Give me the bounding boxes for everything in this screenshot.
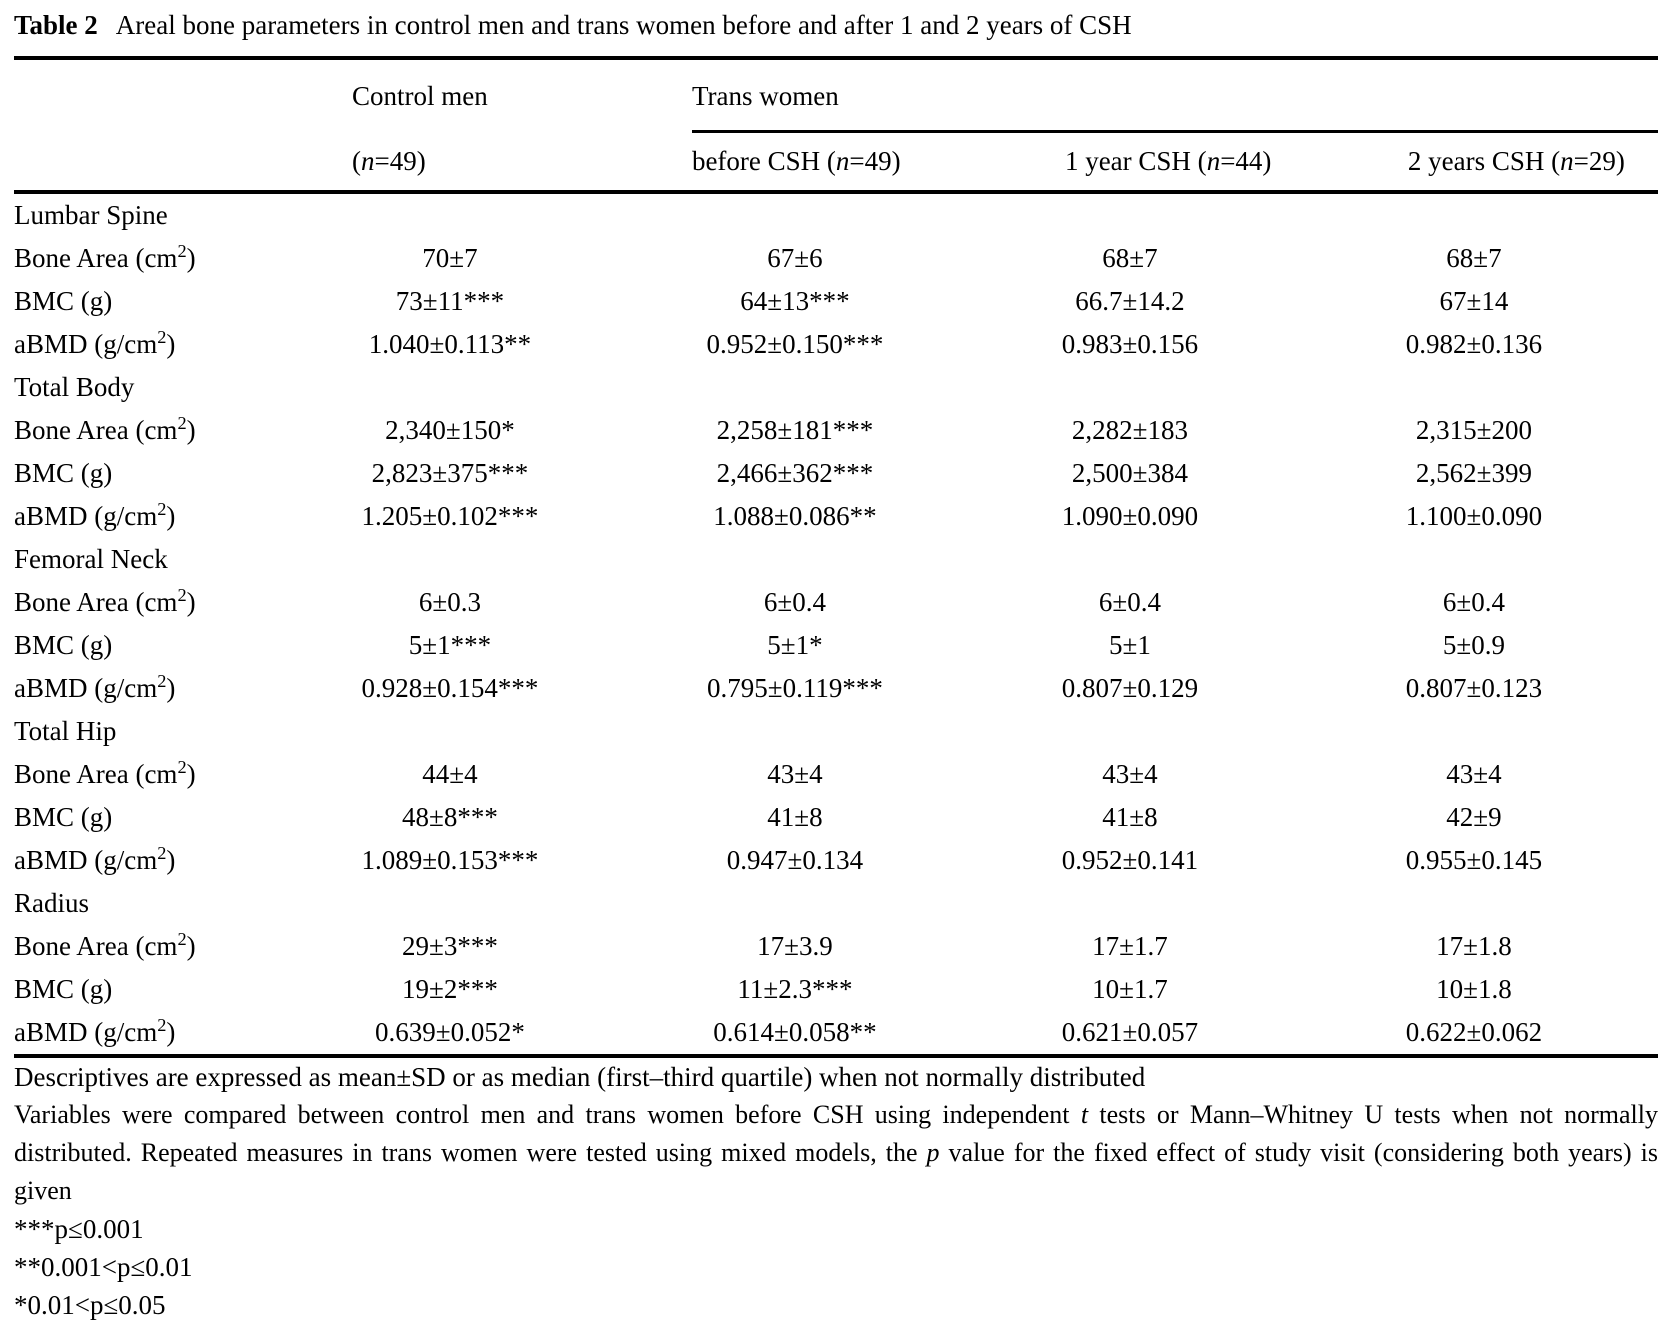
trans-women-label: Trans women <box>691 81 839 111</box>
footnote-methods: Variables were compared between control men and trans women before CSH using independent t tests or Mann–Whitney U tests when not normally distributed. Repeated measures in trans women were tested using mixed models, the p value for the fixed effect of study visit (considering both years) is given <box>14 1100 1659 1205</box>
cell-value: 41±8 <box>767 802 823 832</box>
cell-value: 43±4 <box>1446 759 1502 789</box>
section-label: Radius <box>14 888 90 918</box>
section-header-row <box>14 882 1658 925</box>
cell-value: 29±3*** <box>402 931 498 961</box>
cell-value: 6±0.4 <box>1442 587 1505 617</box>
row-label: aBMD $(g/cm^2)$ <box>14 671 176 703</box>
section-header-row <box>14 194 1658 237</box>
col-header-trans-women-group <box>620 60 1658 133</box>
col-header-2years-csh: 2 years CSH (n=29) <box>1407 146 1625 176</box>
cell-value: 68±7 <box>1446 243 1502 273</box>
table-row <box>14 323 1658 366</box>
table-row <box>14 968 1658 1011</box>
trans-women-underline <box>692 130 1658 133</box>
cell-value: 0.952±0.150*** <box>706 329 884 359</box>
cell-value: 10±1.8 <box>1436 974 1512 1004</box>
cell-value: 0.639±0.052* <box>375 1017 525 1047</box>
cell-value: 2,562±399 <box>1415 458 1532 488</box>
cell-value: 2,340±150* <box>385 415 515 445</box>
table-row <box>14 796 1658 839</box>
row-label: Bone Area $(cm^2)$ <box>14 929 196 961</box>
subheader-row <box>14 133 1658 194</box>
cell-value: 0.947±0.134 <box>726 845 864 875</box>
cell-value: 0.983±0.156 <box>1061 329 1199 359</box>
cell-value: 0.807±0.123 <box>1405 673 1543 703</box>
cell-value: 0.952±0.141 <box>1061 845 1199 875</box>
col-header-1year-csh: 1 year CSH (n=44) <box>1064 146 1272 176</box>
cell-value: 44±4 <box>422 759 478 789</box>
section-header-row <box>14 710 1658 753</box>
cell-value: 42±9 <box>1446 802 1502 832</box>
cell-value: 11±2.3*** <box>737 974 853 1004</box>
table-row <box>14 1011 1658 1054</box>
table-row <box>14 839 1658 882</box>
section-header-row <box>14 366 1658 409</box>
table-row <box>14 409 1658 452</box>
section-label: Total Hip <box>14 716 117 746</box>
row-label: BMC (g) <box>14 974 113 1004</box>
cell-value: 67±6 <box>767 243 823 273</box>
table-row <box>14 667 1658 710</box>
cell-value: 1.089±0.153*** <box>361 845 539 875</box>
table-row <box>14 624 1658 667</box>
cell-value: 64±13*** <box>740 286 850 316</box>
table-caption: Areal bone parameters in control men and trans women before and after 1 and 2 years of CSH <box>115 10 1132 40</box>
cell-value: 0.795±0.119*** <box>707 673 883 703</box>
row-label: Bone Area $(cm^2)$ <box>14 585 196 617</box>
row-label: aBMD $(g/cm^2)$ <box>14 1015 176 1047</box>
footnote-descriptives: Descriptives are expressed as mean±SD or as median (first–third quartile) when not normally distributed <box>14 1062 1146 1092</box>
section-label: Total Body <box>14 372 135 402</box>
cell-value: 1.205±0.102*** <box>361 501 539 531</box>
table-number-label: Table 2 <box>14 10 98 40</box>
cell-value: 70±7 <box>422 243 478 273</box>
cell-value: 43±4 <box>767 759 823 789</box>
cell-value: 5±1 <box>1109 630 1151 660</box>
row-label: Bone Area $(cm^2)$ <box>14 757 196 789</box>
cell-value: 48±8*** <box>402 802 498 832</box>
row-label: BMC (g) <box>14 286 113 316</box>
cell-value: 67±14 <box>1439 286 1509 316</box>
cell-value: 0.807±0.129 <box>1061 673 1199 703</box>
footnote-sig-p05: *0.01<p≤0.05 <box>14 1290 166 1320</box>
cell-value: 2,466±362*** <box>716 458 874 488</box>
table-row <box>14 753 1658 796</box>
cell-value: 1.088±0.086** <box>713 501 877 531</box>
cell-value: 1.100±0.090 <box>1405 501 1543 531</box>
cell-value: 2,823±375*** <box>371 458 529 488</box>
table-row <box>14 925 1658 968</box>
row-label: Bone Area $(cm^2)$ <box>14 413 196 445</box>
row-label: Bone Area $(cm^2)$ <box>14 241 196 273</box>
bone-parameters-table <box>14 56 1658 1058</box>
row-label: BMC (g) <box>14 630 113 660</box>
cell-value: 0.614±0.058** <box>713 1017 877 1047</box>
table-row <box>14 452 1658 495</box>
table-row <box>14 280 1658 323</box>
row-label: aBMD $(g/cm^2)$ <box>14 327 176 359</box>
cell-value: 10±1.7 <box>1092 974 1168 1004</box>
cell-value: 5±1*** <box>408 630 492 660</box>
cell-value: 6±0.4 <box>763 587 826 617</box>
col-header-control-men: Control men <box>351 81 488 111</box>
cell-value: 17±3.9 <box>757 931 833 961</box>
footnote-sig-p01: **0.001<p≤0.01 <box>14 1252 193 1282</box>
cell-value: 6±0.4 <box>1098 587 1161 617</box>
cell-value: 17±1.8 <box>1436 931 1512 961</box>
section-label: Femoral Neck <box>14 544 168 574</box>
cell-value: 0.928±0.154*** <box>361 673 539 703</box>
footnotes <box>14 1058 1658 1324</box>
row-label: aBMD $(g/cm^2)$ <box>14 843 176 875</box>
cell-value: 6±0.3 <box>418 587 481 617</box>
cell-value: 1.090±0.090 <box>1061 501 1199 531</box>
cell-value: 68±7 <box>1102 243 1158 273</box>
col-header-control-n: (n=49) <box>351 146 426 176</box>
row-label: BMC (g) <box>14 458 113 488</box>
cell-value: 17±1.7 <box>1092 931 1168 961</box>
table-row <box>14 495 1658 538</box>
row-label: aBMD $(g/cm^2)$ <box>14 499 176 531</box>
cell-value: 1.040±0.113** <box>368 329 532 359</box>
table-title <box>14 7 1658 44</box>
group-header-row <box>14 60 1658 133</box>
section-label: Lumbar Spine <box>14 200 168 230</box>
table-body <box>14 194 1658 1054</box>
cell-value: 19±2*** <box>402 974 498 1004</box>
section-header-row <box>14 538 1658 581</box>
cell-value: 66.7±14.2 <box>1075 286 1185 316</box>
cell-value: 73±11*** <box>395 286 505 316</box>
cell-value: 2,282±183 <box>1071 415 1188 445</box>
cell-value: 43±4 <box>1102 759 1158 789</box>
table-row <box>14 237 1658 280</box>
table-row <box>14 581 1658 624</box>
cell-value: 2,258±181*** <box>716 415 874 445</box>
footnote-sig-p001: ***p≤0.001 <box>14 1214 144 1244</box>
cell-value: 0.621±0.057 <box>1061 1017 1199 1047</box>
cell-value: 5±0.9 <box>1442 630 1505 660</box>
cell-value: 5±1* <box>767 630 823 660</box>
row-label: BMC (g) <box>14 802 113 832</box>
cell-value: 0.955±0.145 <box>1405 845 1543 875</box>
cell-value: 41±8 <box>1102 802 1158 832</box>
cell-value: 0.622±0.062 <box>1405 1017 1543 1047</box>
cell-value: 2,500±384 <box>1071 458 1188 488</box>
col-header-before-csh: before CSH (n=49) <box>691 146 901 176</box>
cell-value: 2,315±200 <box>1415 415 1532 445</box>
cell-value: 0.982±0.136 <box>1405 329 1543 359</box>
